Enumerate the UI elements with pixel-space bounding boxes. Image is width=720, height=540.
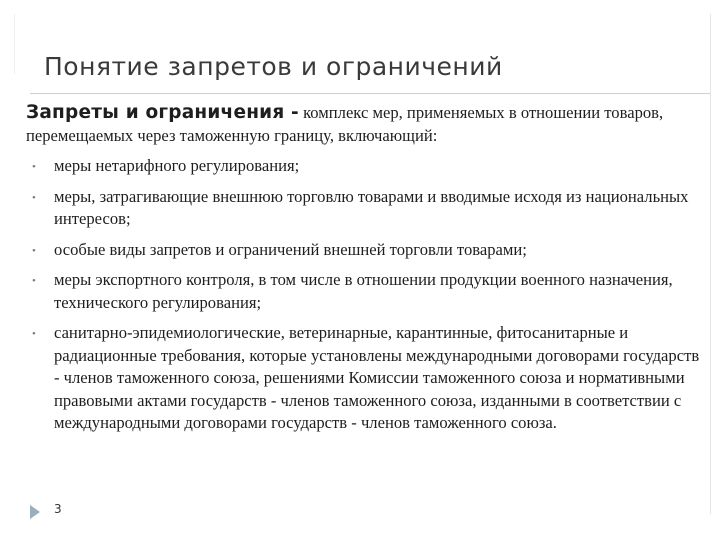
- list-item-text: санитарно-эпидемиологические, ветеринарные, карантинные, фитосанитарные и радиационные требования, которые установлены международными договорами государств - членов таможенного союза, решениями Комиссии таможенного союза и нормативными правовыми актами государств - членов таможенного союза, изданными в соответствии с международными договорами государств - членов таможенного союза.: [54, 323, 700, 432]
- intro-paragraph: [26, 102, 704, 147]
- frame-left-line: [14, 14, 15, 74]
- frame-right-line: [710, 14, 711, 514]
- list-item: [26, 155, 704, 178]
- bullet-icon: •: [32, 161, 36, 173]
- title-divider: [30, 93, 710, 94]
- list-item: [26, 186, 704, 231]
- bullet-icon: •: [32, 244, 36, 257]
- intro-term: Запреты и ограничения -: [26, 102, 299, 123]
- right-triangle-icon: [30, 505, 40, 519]
- bullet-list: [26, 155, 704, 435]
- bullet-icon: •: [32, 328, 36, 340]
- list-item: [26, 239, 704, 262]
- slide-body: [26, 102, 704, 435]
- slide-footer: [30, 502, 90, 520]
- intro-definition: комплекс мер, применяемых в отношении товаров, перемещаемых через таможенную границу, включающий:: [26, 103, 664, 145]
- list-item-text: особые виды запретов и ограничений внешней торговли товарами;: [54, 239, 527, 259]
- list-item: [26, 269, 704, 314]
- bullet-icon: •: [32, 275, 36, 287]
- list-item-text: меры, затрагивающие внешнюю торговлю товарами и вводимые исходя из национальных интересов;: [54, 186, 689, 228]
- list-item-text: меры нетарифного регулирования;: [54, 156, 300, 175]
- page-number: 3: [54, 502, 62, 516]
- bullet-icon: •: [32, 191, 36, 204]
- list-item: [26, 322, 704, 435]
- page-title: Понятие запретов и ограничений: [44, 52, 503, 81]
- list-item-text: меры экспортного контроля, в том числе в отношении продукции военного назначения, технического регулирования;: [54, 270, 673, 312]
